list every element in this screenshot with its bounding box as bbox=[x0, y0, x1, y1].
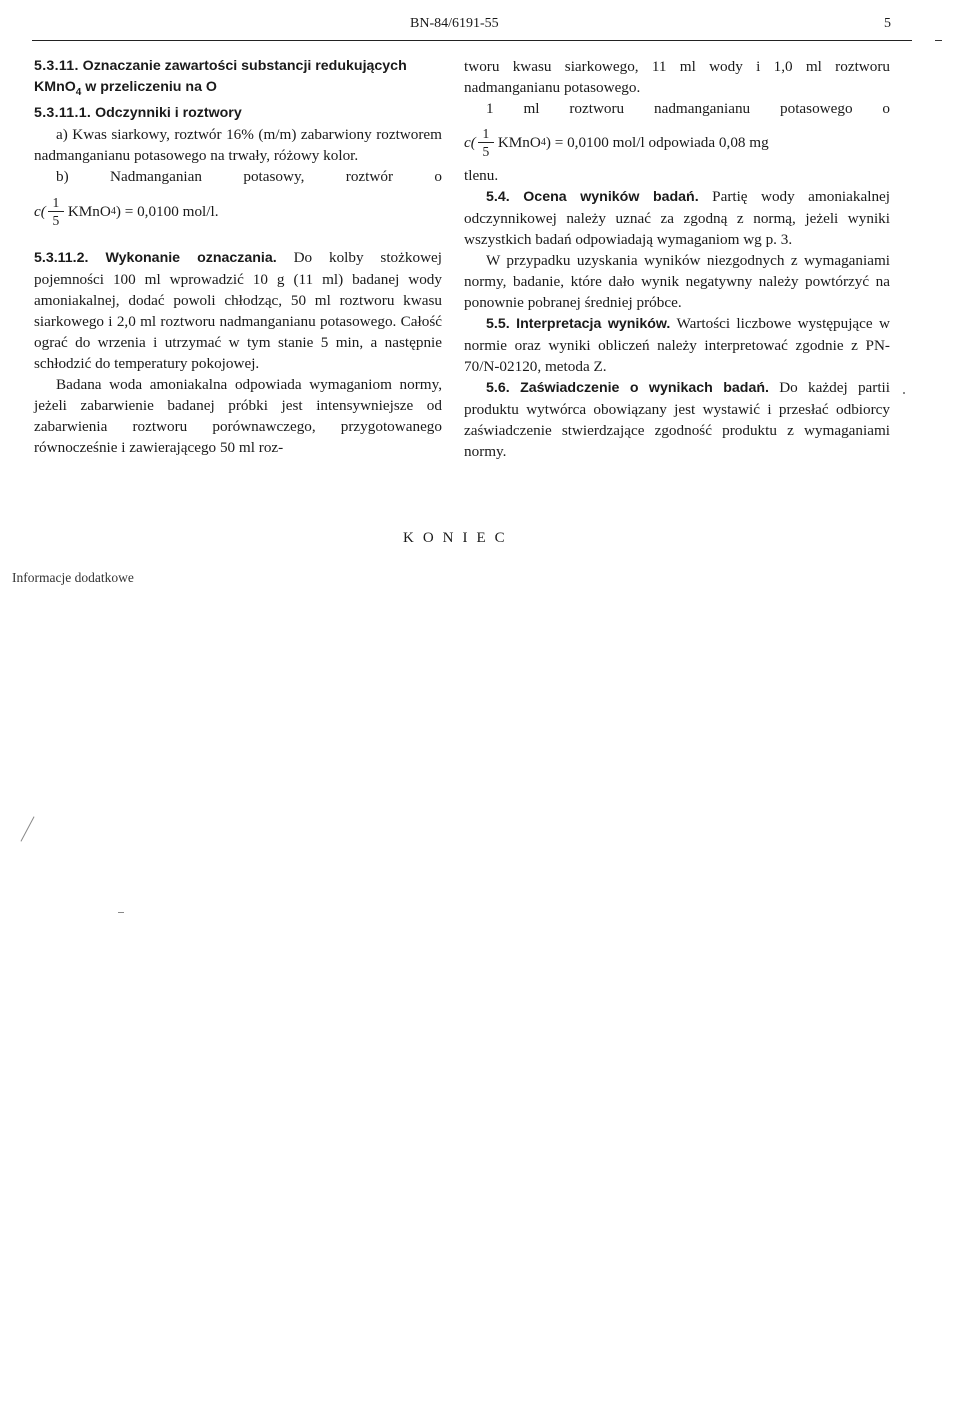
section-title: Odczynniki i roztwory bbox=[95, 104, 242, 121]
formula-compound: KMnO bbox=[497, 133, 541, 151]
section-number: 5.6. bbox=[486, 380, 510, 396]
formula-rest: ) = 0,0100 mol/l odpowiada 0,08 mg bbox=[545, 133, 769, 151]
section-number: 5.3.11.2. bbox=[34, 249, 89, 266]
subscript: 4 bbox=[540, 136, 546, 148]
fraction-denominator: 5 bbox=[52, 213, 60, 229]
interpretation-text: Wartości liczbowe występujące w normie oraz wyniki obliczeń należy interpretować zgodnie z PN-70/N-02120, metoda Z. bbox=[464, 315, 890, 375]
fraction-bar bbox=[478, 142, 494, 143]
section-number: 5.4. bbox=[486, 189, 510, 205]
section-number: 5.5. bbox=[486, 316, 510, 332]
formula-c: c( bbox=[464, 133, 476, 151]
formula-c: c( bbox=[34, 203, 46, 221]
fraction-denominator: 5 bbox=[482, 143, 490, 159]
assessment-paragraph bbox=[464, 186, 890, 250]
section-title: Oznaczanie zawartości substancji redukujących bbox=[82, 58, 407, 74]
edge-mark bbox=[935, 40, 942, 41]
left-column bbox=[34, 56, 442, 458]
equivalence-end: tlenu. bbox=[464, 167, 499, 184]
section-heading-5-3-11-2 bbox=[34, 250, 277, 266]
reagent-item-b: b) Nadmanganian potasowy, roztwór o bbox=[56, 167, 442, 185]
page-number: 5 bbox=[884, 16, 891, 31]
formula-compound: KMnO bbox=[67, 203, 111, 221]
scan-artifact bbox=[903, 392, 905, 394]
equivalence-lead: 1 ml roztworu nadmanganianu potasowego o bbox=[486, 100, 890, 117]
right-column bbox=[464, 56, 890, 462]
section-number: 5.3.11.1. bbox=[34, 104, 92, 121]
certificate-text: Do każdej partii produktu wytwórca obowiązany jest wystawić i przesłać odbiorcy zaświadczenie stwierdzające zgodność produktu z wymaganiami normy. bbox=[464, 379, 890, 460]
certificate-paragraph bbox=[464, 377, 890, 462]
concentration-formula bbox=[34, 187, 442, 237]
fraction bbox=[48, 196, 64, 227]
additional-info-label: Informacje dodatkowe bbox=[12, 570, 134, 585]
section-title: Ocena wyników badań. bbox=[523, 189, 699, 205]
evaluation-paragraph: Badana woda amoniakalna odpowiada wymaganiom normy, jeżeli zabarwienie badanej próbki jest intensywniejsze od zabarwienia roztworu porównawczego, przygotowanego równocześnie i zawierającego 50 ml roz- bbox=[34, 375, 442, 456]
formula-text: KMnO bbox=[34, 79, 76, 95]
fraction-bar bbox=[48, 211, 64, 212]
scan-artifact bbox=[20, 816, 34, 841]
document-code: BN-84/6191-55 bbox=[410, 16, 499, 31]
formula-rest: ) = 0,0100 mol/l. bbox=[115, 203, 219, 221]
section-number: 5.3.11. bbox=[34, 58, 79, 74]
section-title: Wykonanie oznaczania. bbox=[105, 249, 277, 266]
equivalence-formula bbox=[464, 119, 890, 165]
fraction-numerator: 1 bbox=[482, 125, 490, 141]
section-heading-5-4 bbox=[486, 189, 699, 205]
section-title-end: w przeliczeniu na O bbox=[81, 79, 217, 95]
procedure-paragraph bbox=[34, 247, 442, 374]
continuation-paragraph: tworu kwasu siarkowego, 11 ml wody i 1,0 ml roztworu nadmanganianu potasowego. bbox=[464, 58, 890, 96]
section-heading-continuation bbox=[34, 77, 442, 103]
subscript: 4 bbox=[75, 86, 82, 98]
header-rule bbox=[32, 40, 912, 41]
subscript: 4 bbox=[110, 206, 116, 218]
section-heading-5-3-11 bbox=[34, 56, 442, 77]
section-title: Interpretacja wyników. bbox=[516, 316, 671, 332]
end-mark: KONIEC bbox=[403, 530, 514, 546]
fraction-numerator: 1 bbox=[52, 195, 60, 211]
interpretation-paragraph bbox=[464, 313, 890, 377]
section-heading-5-6 bbox=[486, 380, 769, 396]
reagent-item-a: a) Kwas siarkowy, roztwór 16% (m/m) zabarwiony roztworem nadmanganianu potasowego na trwały, różowy kolor. bbox=[34, 125, 442, 164]
section-heading-5-5 bbox=[486, 316, 670, 332]
scan-artifact bbox=[118, 912, 124, 913]
nonconformity-paragraph: W przypadku uzyskania wyników niezgodnych z wymaganiami normy, badanie, które dało wynik negatywny należy powtórzyć na ponownie pobranej średniej próbce. bbox=[464, 252, 890, 311]
assessment-text: Partię wody amoniakalnej odczynnikowej należy uznać za zgodną z normą, jeżeli wyniki wszystkich badań odpowiadają wymaganiom wg p. 3. bbox=[464, 188, 890, 248]
procedure-text: Do kolby stożkowej pojemności 100 ml wprowadzić 10 g (11 ml) badanej wody amoniakalnej, dodać powoli chłodząc, 50 ml roztworu kwasu siarkowego i 2,0 ml roztworu nadmanganianu potasowego. Całość ograć do wrzenia i utrzymać w tym stanie 5 min, a następnie schłodzić do temperatury pokojowej. bbox=[34, 248, 442, 372]
fraction bbox=[478, 127, 494, 158]
section-title: Zaświadczenie o wynikach badań. bbox=[520, 380, 769, 396]
section-heading-5-3-11-1 bbox=[34, 103, 442, 124]
